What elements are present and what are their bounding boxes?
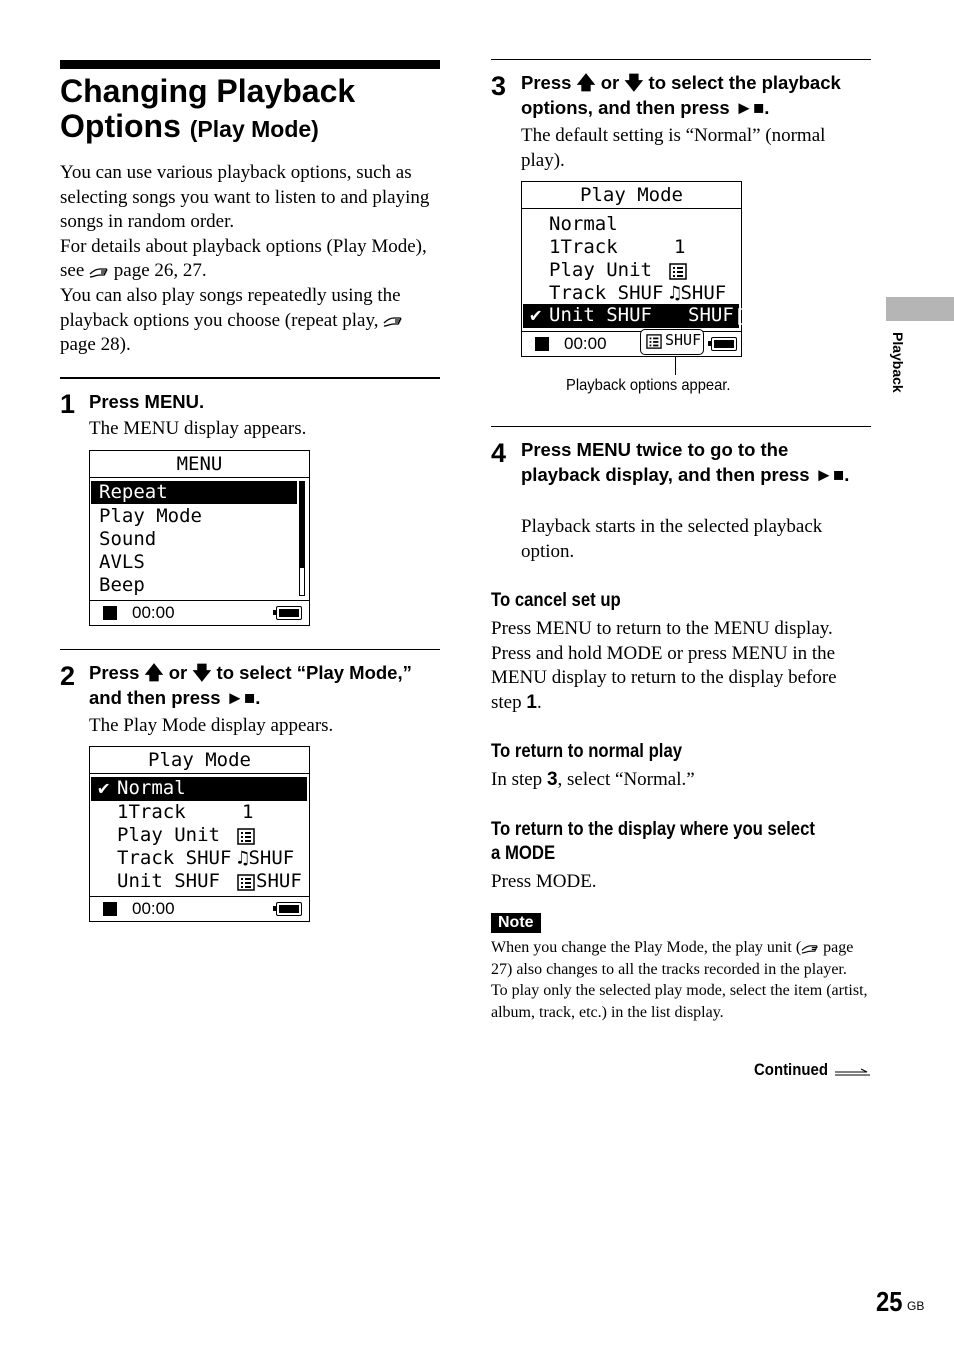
list-icon: [646, 334, 662, 349]
step2-heading: Press 🡅 or 🡇 to select “Play Mode,” and then press ►■.: [89, 662, 412, 708]
intro-p2: For details about playback options (Play Mode), see page 26, 27.: [60, 235, 427, 282]
up-arrow-icon: 🡅: [576, 72, 596, 93]
up-arrow-icon: 🡅: [144, 662, 164, 683]
music-note-icon: ♫: [669, 282, 681, 304]
check-icon: ✔: [98, 777, 110, 799]
play-mode-value: ♫SHUF: [237, 847, 295, 869]
play-mode-value: SHUF: [256, 870, 302, 892]
screen-footer: [522, 331, 741, 356]
time-display: 00:00: [132, 603, 175, 622]
screen-caption: Playback options appear.: [566, 377, 731, 394]
play-mode-item-track-shuf: Track SHUF: [549, 282, 664, 304]
step4-number: 4: [491, 438, 507, 468]
play-stop-icon: ►■.: [814, 464, 850, 485]
mode-body: Press MODE.: [491, 871, 597, 892]
side-tab: [886, 297, 954, 321]
page-title: [60, 74, 450, 147]
play-mode-item-play-unit: Play Unit: [117, 824, 220, 846]
intro-p3: You can also play songs repeatedly using the playback options you choose (repeat play, page 28).: [60, 284, 440, 358]
stop-icon: [103, 902, 117, 916]
play-mode-item-1track: 1Track: [549, 236, 618, 258]
side-tab-label: Playback: [890, 332, 906, 393]
down-arrow-icon: 🡇: [192, 662, 212, 683]
step4-body: Playback starts in the selected playback option.: [521, 516, 823, 562]
menu-item-sound: Sound: [99, 528, 157, 550]
continued-arrow-icon: [834, 1068, 872, 1078]
step4-heading: Press MENU twice to go to the playback display, and then press ►■.: [521, 439, 850, 485]
normal-play-heading: To return to normal play: [491, 741, 683, 762]
step1-body: The MENU display appears.: [89, 418, 307, 439]
intro: [60, 161, 440, 358]
note-badge: Note: [491, 913, 541, 933]
menu-screen: [89, 450, 310, 626]
page-reference-icon: [89, 265, 109, 279]
note-text: When you change the Play Mode, the play unit ( page 27) also changes to all the tracks recorded in the player. To play only the selected play mode, select the item (artist, album, track, etc.) in the list display.: [491, 939, 868, 1021]
play-option-status: SHUF: [640, 329, 704, 355]
screen-header: Play Mode: [522, 182, 741, 209]
normal-play-body: In step 3, select “Normal.”: [491, 769, 695, 790]
time-display: 00:00: [132, 899, 175, 918]
battery-icon: [276, 902, 302, 916]
play-mode-item-play-unit: Play Unit: [549, 259, 652, 281]
page-suffix: GB: [907, 1299, 925, 1313]
page-reference-icon: [801, 942, 819, 955]
step1-heading: Press MENU.: [89, 391, 205, 412]
title-sub: (Play Mode): [189, 116, 319, 142]
check-icon: ✔: [530, 304, 542, 326]
menu-item-repeat: Repeat: [91, 481, 297, 504]
stop-icon: [535, 337, 549, 351]
play-mode-item-unit-shuf: ✔ Unit SHUF SHUF: [523, 304, 739, 328]
screen-footer: [90, 600, 309, 625]
play-stop-icon: ►■.: [225, 687, 261, 708]
music-note-icon: ♫: [237, 847, 249, 869]
battery-icon: [276, 606, 302, 620]
play-mode-screen-selected: [521, 181, 742, 357]
step1-rule: [60, 377, 440, 379]
play-mode-item-1track: 1Track: [117, 801, 186, 823]
continued-label: Continued: [754, 1060, 828, 1079]
title-main: Changing Playback Options: [60, 73, 356, 144]
mode-heading-line2: a MODE: [491, 843, 556, 864]
play-mode-value: 1: [674, 236, 686, 258]
play-mode-value: 1: [242, 801, 254, 823]
play-stop-icon: ►■.: [734, 97, 770, 118]
step2-rule: [60, 649, 440, 650]
callout-line: [675, 357, 676, 375]
menu-item-avls: AVLS: [99, 551, 145, 573]
play-mode-item-track-shuf: Track SHUF: [117, 847, 232, 869]
title-rule: [60, 60, 440, 69]
list-icon: [237, 874, 255, 896]
step3-heading: Press 🡅 or 🡇 to select the playback options, and then press ►■.: [521, 72, 841, 118]
play-mode-screen: [89, 746, 310, 922]
step2-body: The Play Mode display appears.: [89, 715, 334, 736]
battery-icon: [711, 337, 737, 351]
scrollbar: [299, 481, 305, 596]
menu-item-beep: Beep: [99, 574, 145, 596]
step4-rule: [491, 426, 871, 427]
page-reference-icon: [383, 314, 403, 328]
menu-item-play-mode: Play Mode: [99, 505, 202, 527]
mode-heading: To return to the display where you select: [491, 819, 815, 840]
down-arrow-icon: 🡇: [624, 72, 644, 93]
cancel-body: Press MENU to return to the MENU display. Press and hold MODE or press MENU in the MENU display to return to the display before step 1.: [491, 618, 837, 713]
play-mode-item-normal: ✔ Normal: [91, 777, 307, 801]
step3-rule: [491, 59, 871, 60]
stop-icon: [103, 606, 117, 620]
step1-number: 1: [60, 389, 76, 419]
cancel-heading: To cancel set up: [491, 590, 621, 611]
step2-number: 2: [60, 661, 76, 691]
page-number: 25: [876, 1286, 903, 1317]
play-mode-item-unit-shuf: Unit SHUF: [117, 870, 220, 892]
time-display: 00:00: [564, 334, 607, 353]
step3-body: The default setting is “Normal” (normal play).: [521, 125, 826, 171]
screen-footer: [90, 896, 309, 921]
play-mode-item-normal: Normal: [549, 213, 618, 235]
intro-p1: You can use various playback options, such as selecting songs you want to listen to and playing songs in random order.: [60, 162, 430, 233]
screen-header: Play Mode: [90, 747, 309, 774]
screen-header: MENU: [90, 451, 309, 478]
step3-number: 3: [491, 71, 507, 101]
play-mode-value: ♫SHUF: [669, 282, 727, 304]
